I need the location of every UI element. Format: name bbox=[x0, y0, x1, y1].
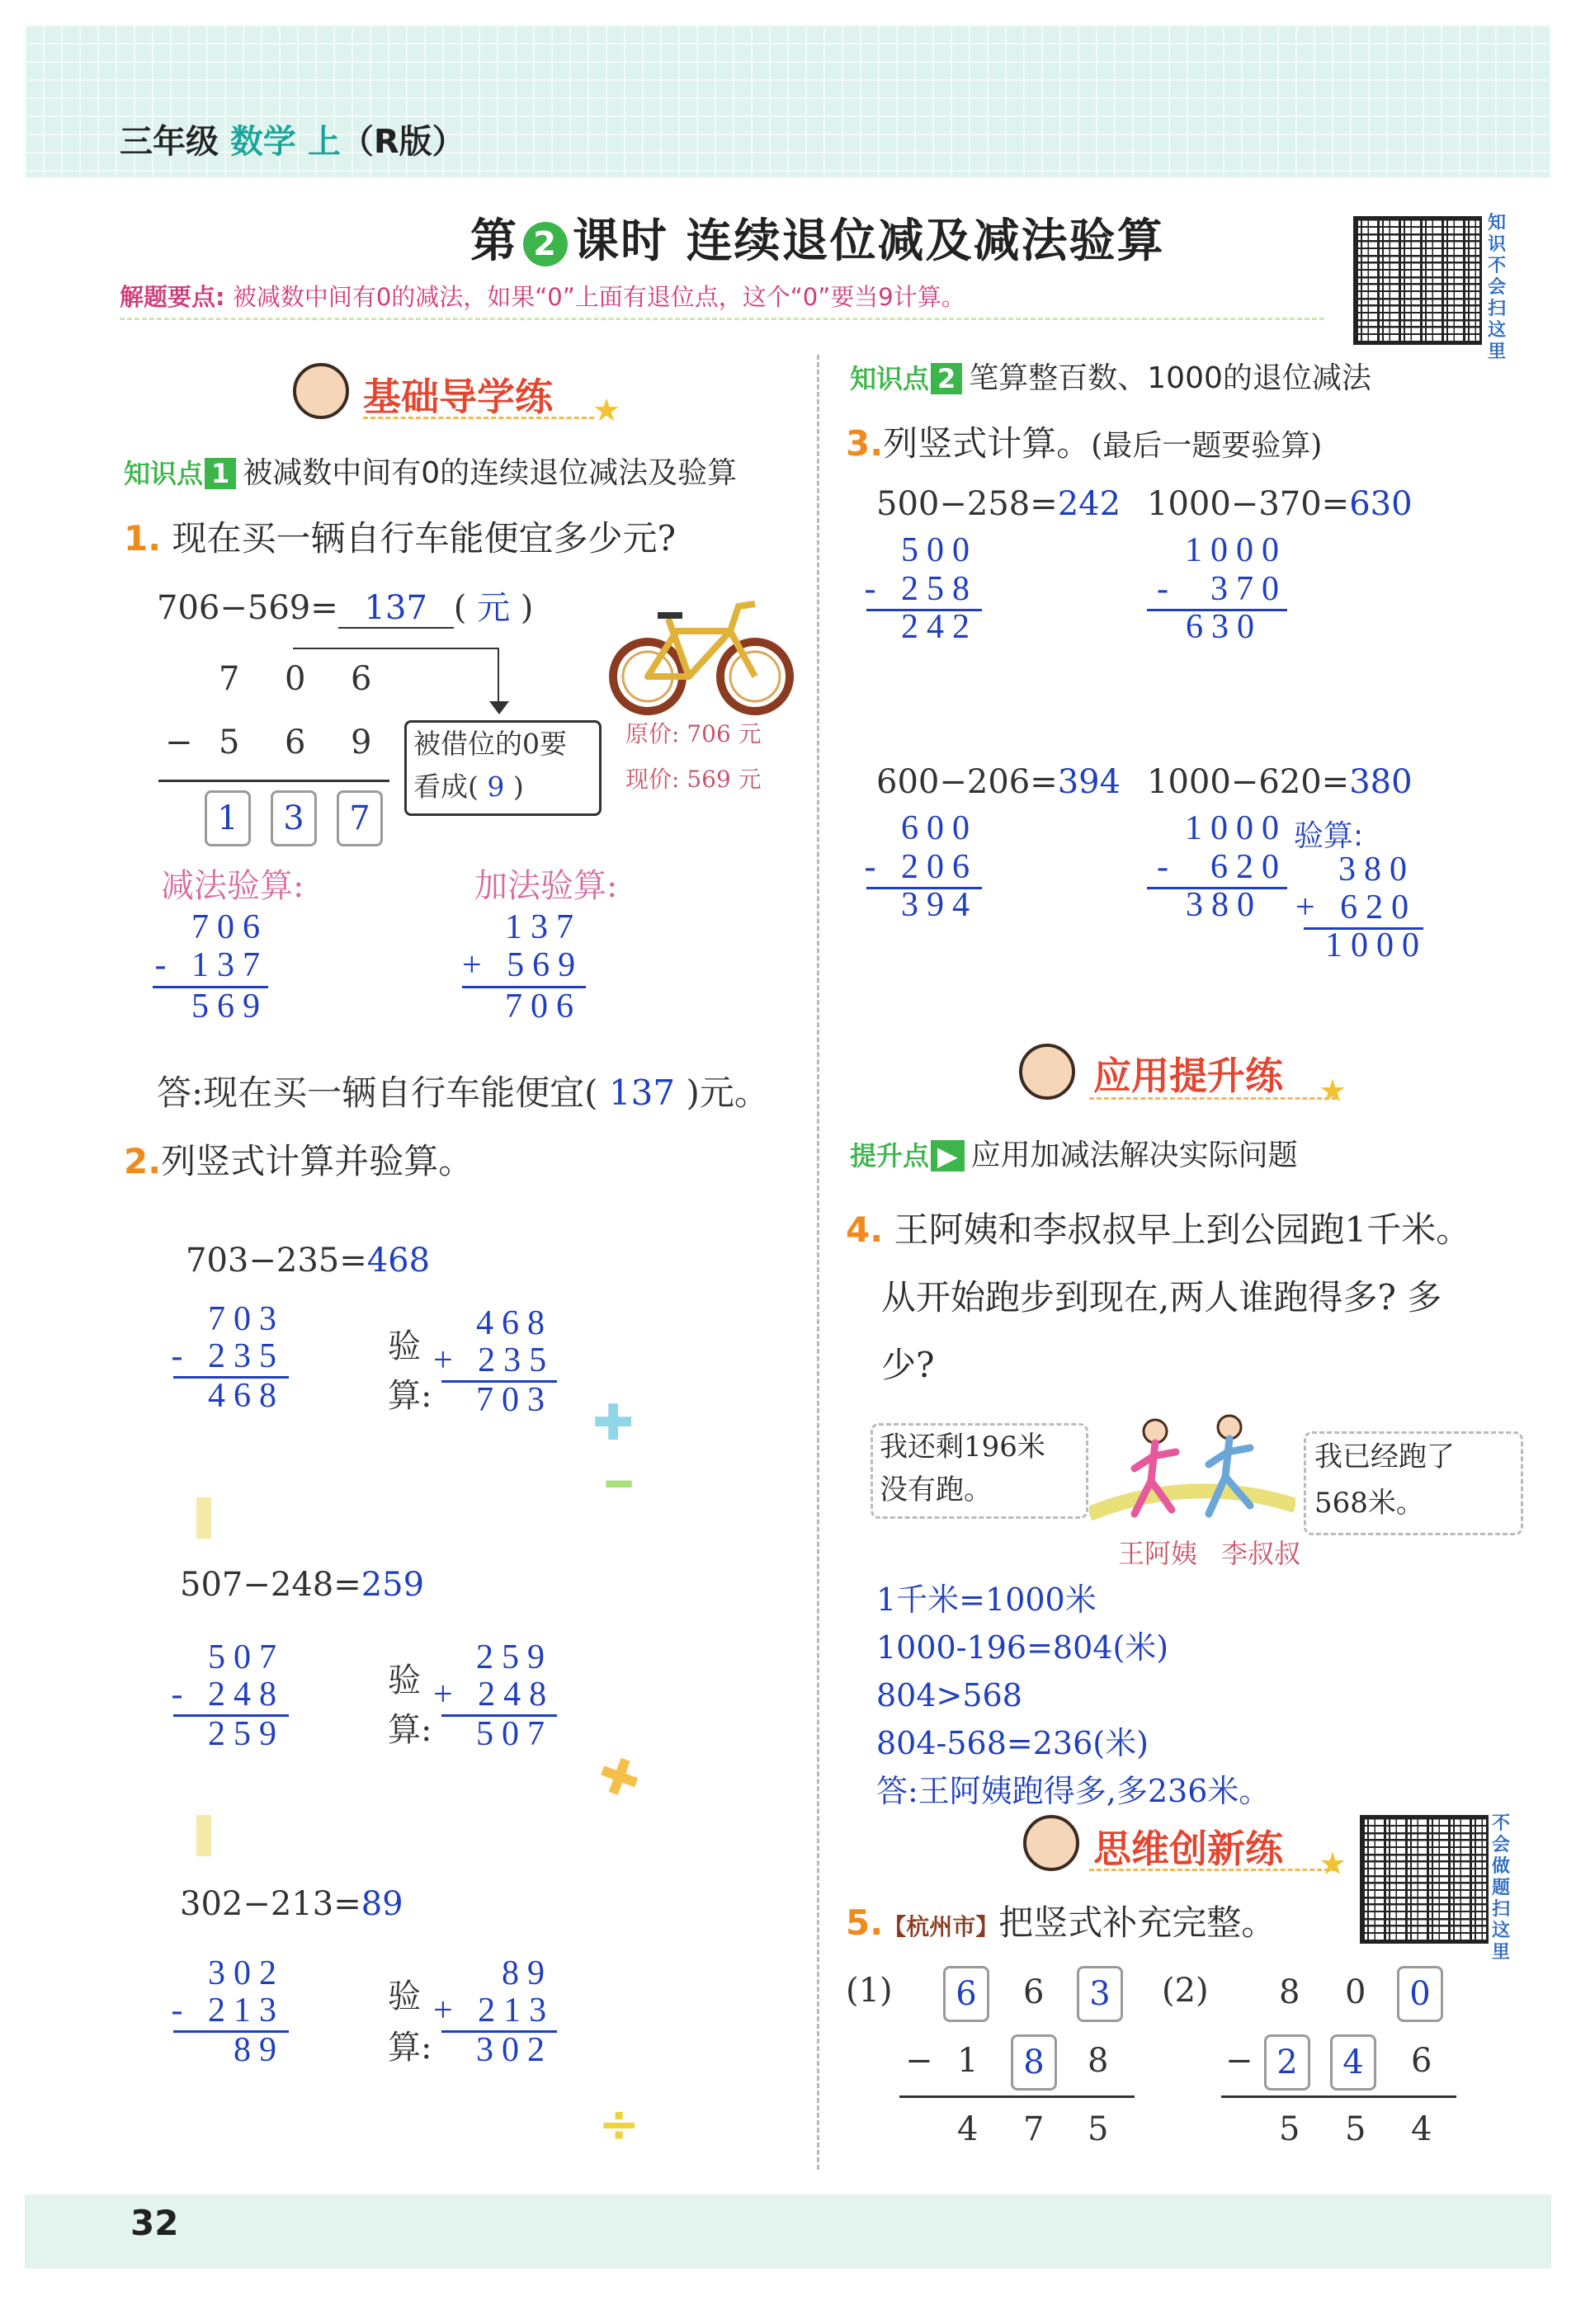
add-check-result: 706 bbox=[505, 988, 582, 1025]
q5-p1-mid-digit-3: 8 bbox=[1088, 2042, 1109, 2080]
knowledge-point-2: 知识点 2 笔算整百数、1000的退位减法 bbox=[850, 361, 1371, 395]
q2-item-1-check-top: 468 bbox=[476, 1304, 553, 1342]
q1-result-box-2[interactable]: 3 bbox=[271, 790, 317, 846]
times-deco-icon: ✚ bbox=[589, 1743, 649, 1813]
q1-result-line bbox=[158, 780, 389, 782]
q3-item-2-result: 630 bbox=[1186, 608, 1262, 646]
q5-p2-mid-box-1[interactable]: 2 bbox=[1264, 2034, 1310, 2091]
q2-item-3-calc-top: 302 bbox=[208, 1954, 285, 1992]
original-price: 原价: 706 元 bbox=[625, 720, 762, 747]
boy-avatar-icon-3 bbox=[1023, 1815, 1079, 1871]
q5-p2-top-box-3[interactable]: 0 bbox=[1397, 1966, 1443, 2022]
q3-item-1-equation: 500−258=242 bbox=[876, 485, 1121, 523]
bicycle-icon bbox=[606, 594, 796, 718]
q5-p2-minus: − bbox=[1225, 2042, 1253, 2080]
q2-item-3-calc-result: 89 bbox=[234, 2031, 285, 2069]
section-banner-apply: 应用提升练 bbox=[1093, 1054, 1283, 1098]
q3-item-4-equation: 1000−620=380 bbox=[1147, 763, 1413, 801]
q1-result-box-3[interactable]: 7 bbox=[337, 790, 383, 846]
tip-divider bbox=[120, 318, 1324, 320]
q1-minus-sign: − bbox=[165, 724, 193, 761]
current-price: 现价: 569 元 bbox=[625, 766, 762, 793]
q3-item-1-top: 500 bbox=[901, 531, 978, 569]
q2-item-3-check-mid: + 213 bbox=[433, 1992, 555, 2029]
q5-part-2-label: (2) bbox=[1162, 1972, 1209, 2010]
page-title: 第 2 课时 连续退位减及减法验算 bbox=[470, 214, 1165, 268]
q3-item-3-equation: 600−206=394 bbox=[876, 763, 1121, 801]
page-number: 32 bbox=[130, 2203, 179, 2243]
speech-bubble-right: 我已经跑了 568米。 bbox=[1304, 1431, 1523, 1535]
q5-p2-line bbox=[1221, 2095, 1456, 2098]
q1-top-digit-2: 0 bbox=[285, 660, 306, 698]
q5-p1-line bbox=[899, 2095, 1135, 2098]
q2-item-2-check-mid: + 248 bbox=[433, 1676, 555, 1714]
q5-p2-bottom-digit-1: 5 bbox=[1279, 2110, 1300, 2148]
q5-p1-top-box-1[interactable]: 6 bbox=[943, 1966, 989, 2022]
q2-item-2-check-top: 259 bbox=[476, 1638, 553, 1676]
question-4-line-3: 少? bbox=[881, 1345, 935, 1385]
runners-illustration-icon bbox=[1089, 1407, 1295, 1530]
q2-item-1-check-result: 703 bbox=[476, 1381, 553, 1419]
q3-item-1-result: 242 bbox=[901, 608, 978, 646]
star-icon: ★ bbox=[592, 392, 621, 428]
q5-p1-bottom-digit-1: 4 bbox=[957, 2110, 979, 2148]
q5-p1-top-digit-2: 6 bbox=[1023, 1973, 1045, 2011]
question-4-line-2: 从开始跑步到现在,两人谁跑得多? 多 bbox=[881, 1277, 1442, 1318]
q3-item-2-equation: 1000−370=630 bbox=[1147, 485, 1413, 523]
q3-check-label: 验算: bbox=[1294, 819, 1364, 853]
qr-label: 知 识 不 会 扫 这 里 bbox=[1487, 213, 1506, 362]
banner-underline-2 bbox=[1089, 1097, 1337, 1100]
q2-item-3-check-label-1: 验 bbox=[388, 1978, 421, 2015]
question-2: 2.列竖式计算并验算。 bbox=[124, 1141, 474, 1181]
q1-top-digit-3: 6 bbox=[351, 660, 372, 698]
q5-p2-mid-digit-3: 6 bbox=[1411, 2042, 1432, 2080]
q3-check-result: 1000 bbox=[1325, 926, 1427, 964]
q5-p1-mid-digit-1: 1 bbox=[957, 2042, 979, 2080]
add-check-mid: + 569 bbox=[462, 946, 584, 984]
question-5: 5.【杭州市】把竖式补充完整。 bbox=[846, 1902, 1276, 1943]
q3-item-3-result: 394 bbox=[901, 886, 978, 924]
footer-band bbox=[25, 2194, 1551, 2269]
q1-bottom-digit-2: 6 bbox=[285, 724, 306, 761]
qr-code-icon-2[interactable] bbox=[1360, 1815, 1489, 1944]
banner-underline bbox=[363, 417, 594, 419]
q3-item-3-mid: - 206 bbox=[864, 848, 978, 886]
q2-item-1-check-label-1: 验 bbox=[388, 1327, 421, 1365]
grade-label: 三年级 数学 上（R版） bbox=[120, 123, 465, 161]
borrow-arrow-line bbox=[293, 648, 499, 649]
q1-answer: 答:现在买一辆自行车能便宜( 137 )元。 bbox=[157, 1072, 769, 1113]
q3-item-3-top: 600 bbox=[901, 809, 978, 847]
boy-avatar-icon bbox=[293, 363, 349, 419]
question-4: 4. 王阿姨和李叔叔早上到公园跑1千米。 bbox=[846, 1209, 1471, 1250]
q2-item-1-check-label-2: 算: bbox=[388, 1377, 432, 1415]
divide-deco-icon: ÷ bbox=[598, 2095, 640, 2153]
q5-p1-bottom-digit-2: 7 bbox=[1023, 2110, 1045, 2148]
q2-item-1-calc-top: 703 bbox=[208, 1300, 285, 1338]
borrow-arrow-vertical bbox=[498, 648, 499, 705]
q3-item-2-mid: - 370 bbox=[1157, 570, 1287, 608]
q2-item-2-equation: 507−248=259 bbox=[180, 1566, 425, 1604]
deco-bar-icon-2 bbox=[196, 1815, 211, 1856]
add-check-top: 137 bbox=[505, 908, 582, 946]
q5-p2-bottom-digit-3: 4 bbox=[1411, 2110, 1432, 2148]
q1-equation: 706−569= 137 ( 元 ) bbox=[157, 589, 534, 627]
q3-item-2-top: 1000 bbox=[1185, 531, 1287, 569]
subtraction-check-label: 减法验算: bbox=[161, 867, 304, 905]
lesson-number-badge: 2 bbox=[523, 222, 568, 266]
q3-check-mid: + 620 bbox=[1295, 889, 1418, 926]
borrow-arrow-head bbox=[489, 701, 509, 714]
deco-bar-icon bbox=[196, 1497, 211, 1539]
knowledge-point-1: 知识点 1 被减数中间有0的连续退位减法及验算 bbox=[124, 456, 738, 490]
q1-bottom-digit-3: 9 bbox=[351, 724, 372, 761]
q5-p2-mid-box-2[interactable]: 4 bbox=[1330, 2034, 1376, 2091]
q2-item-1-check-mid: + 235 bbox=[433, 1341, 555, 1379]
q2-item-2-check-result: 507 bbox=[476, 1715, 553, 1753]
q5-p2-bottom-digit-2: 5 bbox=[1345, 2110, 1366, 2148]
q3-item-4-top: 1000 bbox=[1185, 809, 1287, 847]
qr-code-icon[interactable] bbox=[1353, 216, 1482, 345]
q2-item-1-calc-result: 468 bbox=[208, 1377, 285, 1415]
sub-check-result: 569 bbox=[191, 988, 268, 1025]
boy-avatar-icon-2 bbox=[1019, 1044, 1075, 1100]
minus-deco-icon: ━ bbox=[606, 1460, 632, 1508]
plus-deco-icon: ✚ bbox=[592, 1394, 635, 1452]
q5-p2-top-digit-1: 8 bbox=[1279, 1973, 1300, 2011]
q5-part-1-label: (1) bbox=[846, 1972, 893, 2010]
column-divider bbox=[817, 355, 819, 2170]
q1-bottom-digit-1: 5 bbox=[219, 724, 240, 761]
q1-result-box-1[interactable]: 1 bbox=[205, 790, 251, 846]
sub-check-top: 706 bbox=[191, 908, 268, 946]
speech-bubble-left: 我还剩196米 没有跑。 bbox=[871, 1423, 1088, 1519]
banner-underline-3 bbox=[1089, 1869, 1337, 1871]
q5-p1-mid-box-2[interactable]: 8 bbox=[1011, 2034, 1057, 2091]
sub-check-mid: - 137 bbox=[154, 946, 268, 984]
q2-item-3-calc-mid: - 213 bbox=[171, 1992, 285, 2029]
q2-item-3-equation: 302−213=89 bbox=[180, 1885, 403, 1923]
q2-item-2-calc-result: 259 bbox=[208, 1715, 285, 1753]
q2-item-2-calc-mid: - 248 bbox=[171, 1676, 285, 1714]
q2-item-3-check-result: 302 bbox=[476, 2031, 553, 2069]
tip-text: 解题要点: 被减数中间有0的减法，如果“0”上面有退位点，这个“0”要当9计算。 bbox=[120, 283, 965, 311]
q3-item-4-mid: - 620 bbox=[1157, 848, 1287, 886]
q2-item-2-check-label-2: 算: bbox=[388, 1711, 432, 1749]
star-icon-2: ★ bbox=[1319, 1072, 1347, 1109]
upgrade-point: 提升点 ▶ 应用加减法解决实际问题 bbox=[850, 1138, 1298, 1172]
q5-p1-minus: − bbox=[905, 2042, 933, 2080]
q2-item-2-calc-top: 507 bbox=[208, 1638, 285, 1676]
runner-name-a: 王阿姨 bbox=[1118, 1538, 1198, 1569]
q4-solution: 1千米=1000米 1000-196=804(米) 804>568 804-568=236(米) 答:王阿姨跑得多,多236米。 bbox=[876, 1582, 1271, 1809]
qr-label-2: 不 会 做 题 扫 这 里 bbox=[1491, 1813, 1510, 1963]
question-1: 1. 现在买一辆自行车能便宜多少元? bbox=[124, 518, 677, 559]
q3-item-4-result: 380 bbox=[1186, 886, 1262, 924]
q2-item-1-equation: 703−235=468 bbox=[186, 1242, 431, 1280]
q5-p2-top-digit-2: 0 bbox=[1345, 1973, 1366, 2011]
q5-p1-top-box-3[interactable]: 3 bbox=[1077, 1966, 1123, 2022]
q2-item-2-check-label-1: 验 bbox=[388, 1662, 421, 1699]
q1-top-digit-1: 7 bbox=[219, 660, 240, 698]
q2-item-1-calc-mid: - 235 bbox=[171, 1337, 285, 1375]
question-3: 3.列竖式计算。(最后一题要验算) bbox=[846, 423, 1323, 464]
q5-p1-bottom-digit-3: 5 bbox=[1088, 2110, 1109, 2148]
section-banner-thinking: 思维创新练 bbox=[1093, 1827, 1283, 1871]
q3-check-top: 380 bbox=[1338, 851, 1415, 889]
q2-item-3-check-label-2: 算: bbox=[388, 2029, 432, 2067]
star-icon-3: ★ bbox=[1319, 1846, 1347, 1882]
q3-item-1-mid: - 258 bbox=[864, 570, 978, 608]
addition-check-label: 加法验算: bbox=[474, 867, 618, 905]
section-banner-basic: 基础导学练 bbox=[363, 375, 553, 419]
q2-item-3-check-top: 89 bbox=[502, 1954, 553, 1992]
borrow-note-box: 被借位的0要 看成( 9 ) bbox=[404, 720, 602, 816]
runner-name-b: 李叔叔 bbox=[1221, 1538, 1301, 1569]
